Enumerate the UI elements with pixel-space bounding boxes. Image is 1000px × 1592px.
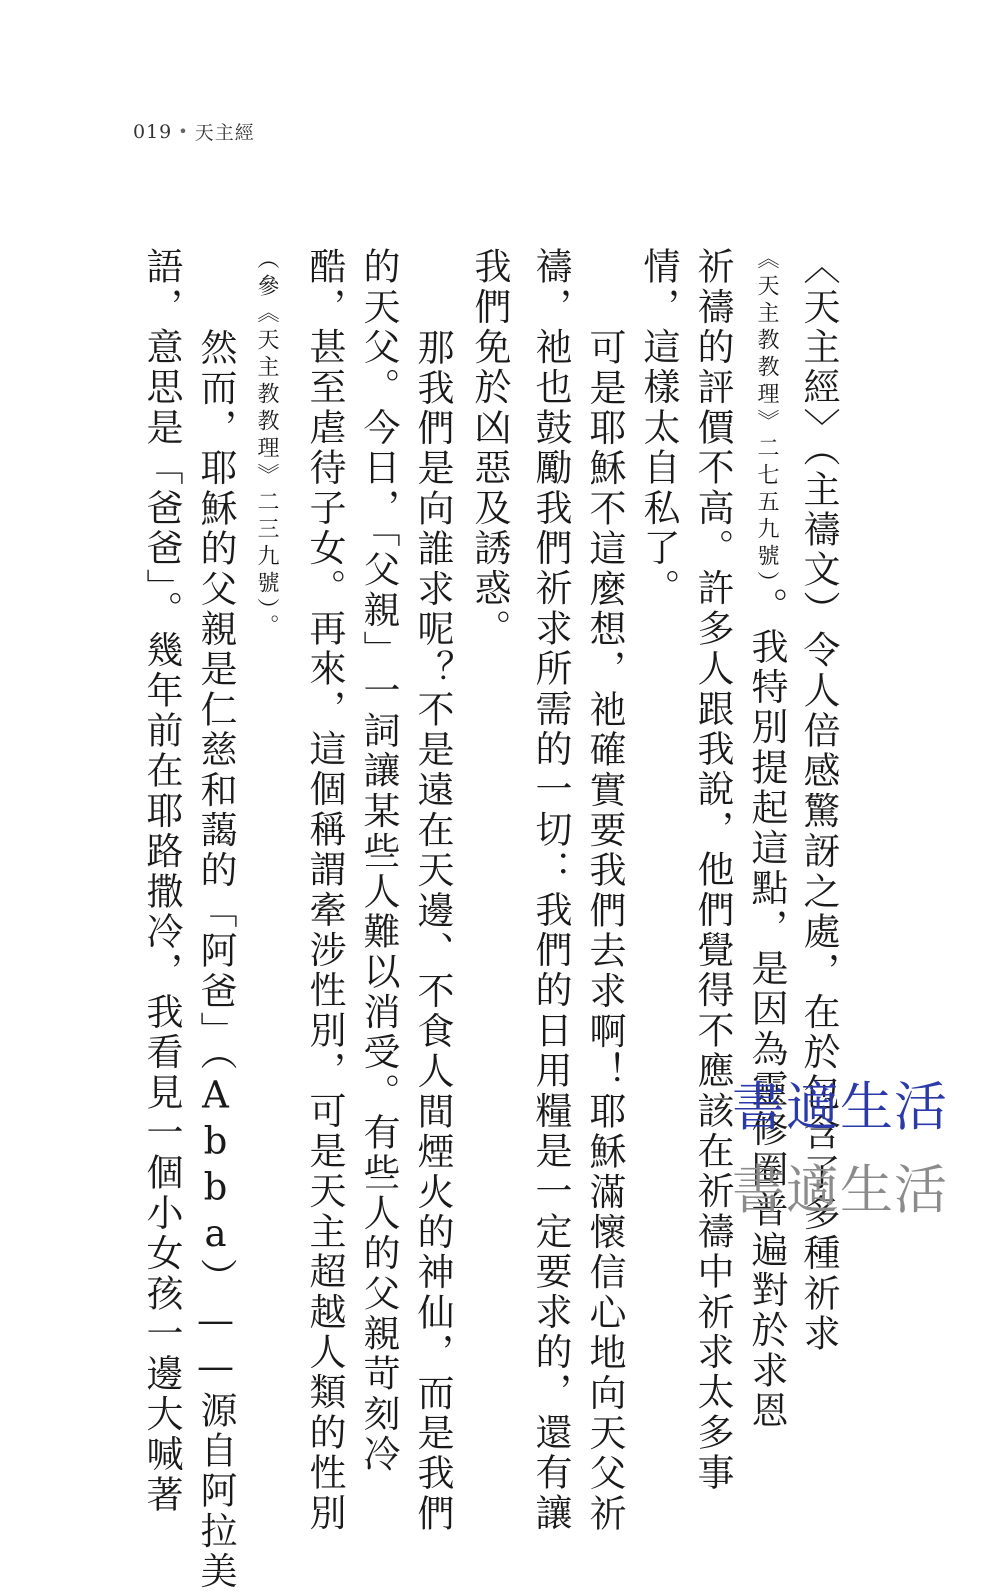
- text-column-2-body: 。我特別提起這點，是因為靈修圈普遍對於求恩: [745, 587, 788, 1432]
- text-column-10: 酷，甚至虐待子女。再來，這個稱謂牽涉性別，可是天主超越人類的性別: [303, 247, 346, 1534]
- running-header: [133, 118, 255, 145]
- citation-column: （參《天主教教理》二三九號）。: [254, 247, 279, 641]
- text-column-1: 〈天主經〉（主禱文）令人倍感驚訝之處，在於包含了多種祈求: [797, 247, 840, 1355]
- text-column-12: 然而，耶穌的父親是仁慈和藹的「阿爸」（Abba）——源自阿拉美: [194, 328, 237, 1592]
- text-column-8: 那我們是向誰求呢？不是遠在天邊、不食人間煙火的神仙，而是我們: [411, 328, 454, 1534]
- watermark-primary: 書適生活: [732, 1077, 948, 1138]
- text-column-2: [745, 247, 788, 1432]
- text-column-6: 禱，祂也鼓勵我們祈求所需的一切：我們的日用糧是一定要求的，還有讓: [529, 247, 572, 1534]
- text-column-4: 情，這樣太自私了。: [637, 247, 680, 609]
- text-column-3: 祈禱的評價不高。許多人跟我說，他們覺得不應該在祈禱中祈求太多事: [691, 247, 734, 1494]
- text-column-5: 可是耶穌不這麼想，祂確實要我們去求啊！耶穌滿懷信心地向天父祈: [583, 328, 626, 1534]
- text-column-13: 語，意思是「爸爸」。幾年前在耶路撒冷，我看見一個小女孩一邊大喊著: [140, 247, 183, 1515]
- header-separator: •: [178, 122, 189, 141]
- text-column-7: 我們免於凶惡及誘惑。: [468, 247, 511, 649]
- citation-inline: 《天主教教理》二七五九號）: [754, 247, 779, 587]
- watermark-secondary: 書適生活: [732, 1160, 948, 1221]
- text-column-9: 的天父。今日，「父親」一詞讓某些人難以消受。有些人的父親苛刻冷: [357, 247, 400, 1475]
- chapter-title: 天主經: [194, 122, 255, 144]
- page-number: 019: [133, 120, 173, 143]
